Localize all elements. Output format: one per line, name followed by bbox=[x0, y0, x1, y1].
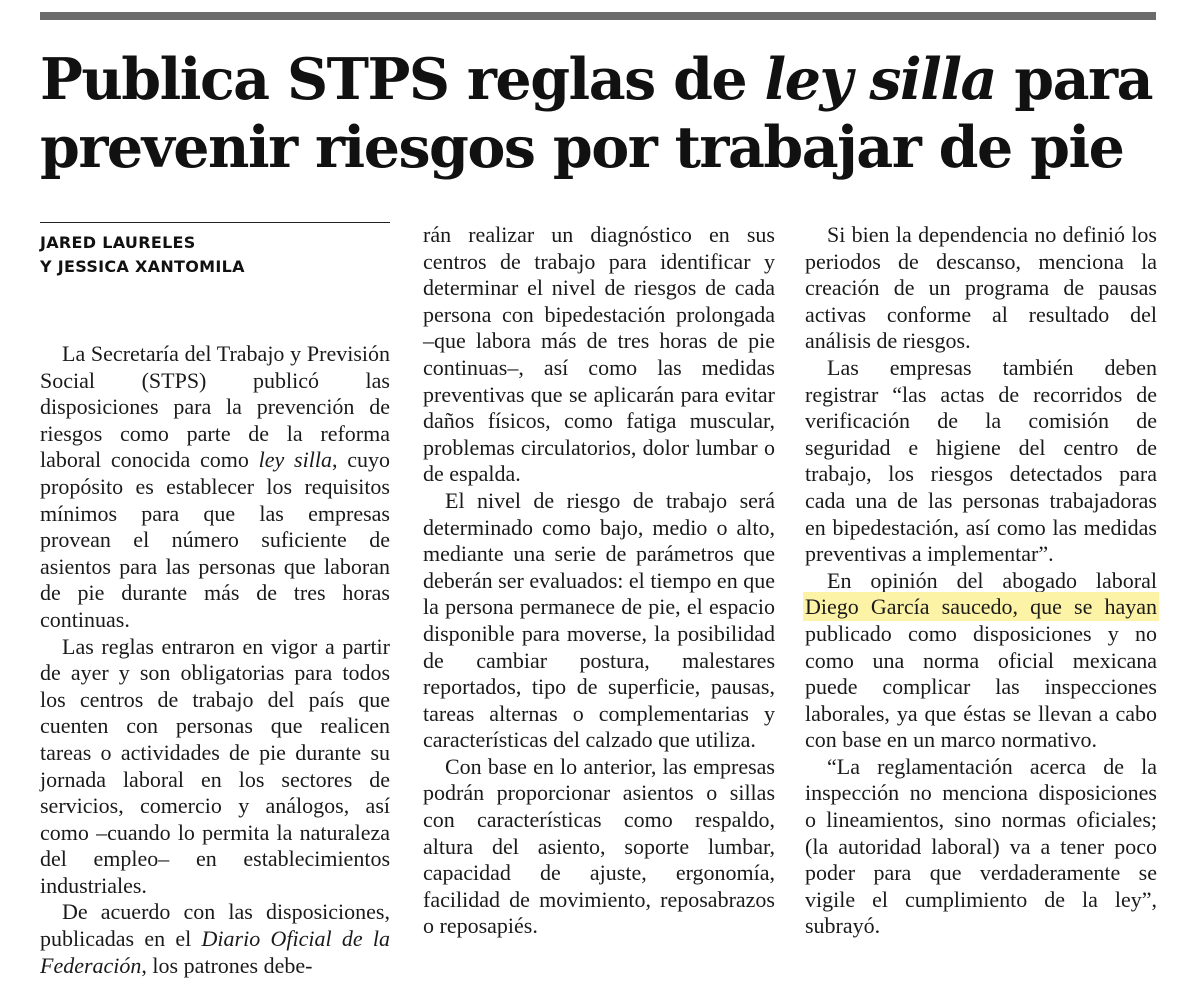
paragraph-3: De acuerdo con las disposiciones, publicadas en el Diario Oficial de la Federación, los patrones debe- bbox=[40, 899, 390, 978]
byline-author-2: Y JESSICA XANTOMILA bbox=[40, 257, 245, 276]
paragraph-9: “La reglamentación acerca de la inspección no menciona disposiciones o lineamientos, sino normas oficiales; (la autoridad laboral) va a tener poco poder para que verdaderamente se vigile el cumplimiento de la ley”, subrayó. bbox=[805, 753, 1157, 939]
paragraph-8: En opinión del abogado laboral Diego García saucedo, que se hayan publicado como disposiciones y no como una norma oficial mexicana puede complicar las inspecciones laborales, ya que éstas se llevan a cabo con base en un marco normativo. bbox=[805, 567, 1157, 753]
paragraph-3-continued: rán realizar un diagnóstico en sus centros de trabajo para identificar y determinar el nivel de riesgos de cada persona con bipedestación prolongada –que labora más de tres horas de pie continuas–, así como las medidas preventivas que se aplicarán para evitar daños físicos, como fatiga muscular, problemas circulatorios, dolor lumbar o de espalda. bbox=[423, 222, 775, 487]
top-rule bbox=[40, 12, 1156, 20]
column-1 bbox=[40, 222, 390, 979]
headline-line-1: Publica STPS reglas de ley silla para bbox=[40, 46, 1153, 113]
paragraph-4: El nivel de riesgo de trabajo será determinado como bajo, medio o alto, mediante una serie de parámetros que deberán ser evaluados: el tiempo en que la persona permanece de pie, el espacio disponible para moverse, la posibilidad de cambiar postura, malestares reportados, tipo de superficie, pausas, tareas alternas o complementarias y características del calzado que utiliza. bbox=[423, 487, 775, 753]
headline-italic: ley silla bbox=[764, 46, 996, 113]
paragraph-7: Las empresas también deben registrar “las actas de recorridos de verificación de la comisión de seguridad e higiene del centro de trabajo, los riesgos detectados para cada una de las personas trabajadoras en bipedestación, así como las medidas preventivas a implementar”. bbox=[805, 354, 1157, 567]
headline bbox=[40, 46, 1160, 182]
paragraph-2: Las reglas entraron en vigor a partir de ayer y son obligatorias para todos los centros de trabajo del país que cuenten con personas que realicen tareas o actividades de pie durante su jornada laboral en los sectores de servicios, comercio y análogos, así como –cuando lo permita la naturaleza del empleo– en establecimientos industriales. bbox=[40, 633, 390, 898]
column-3 bbox=[805, 222, 1157, 940]
column-2 bbox=[423, 222, 775, 940]
paragraph-6: Si bien la dependencia no definió los periodos de descanso, menciona la creación de un programa de pausas activas conforme al resultado del análisis de riesgos. bbox=[805, 222, 1157, 354]
paragraph-1: La Secretaría del Trabajo y Previsión Social (STPS) publicó las disposiciones para la prevención de riesgos como parte de la reforma laboral conocida como ley silla, cuyo propósito es establecer los requisitos mínimos para que las empresas provean el número suficiente de asientos para las personas que laboran de pie durante más de tres horas continuas. bbox=[40, 341, 390, 632]
byline bbox=[40, 222, 390, 279]
headline-line-2: prevenir riesgos por trabajar de pie bbox=[40, 114, 1124, 181]
byline-author-1: JARED LAURELES bbox=[40, 233, 196, 252]
paragraph-5: Con base en lo anterior, las empresas podrán proporcionar asientos o sillas con características como respaldo, altura del asiento, soporte lumbar, capacidad de ajuste, ergonomía, facilidad de movimiento, reposabrazos o reposapiés. bbox=[423, 753, 775, 939]
highlighted-text: Diego García saucedo, que se hayan bbox=[805, 594, 1157, 620]
